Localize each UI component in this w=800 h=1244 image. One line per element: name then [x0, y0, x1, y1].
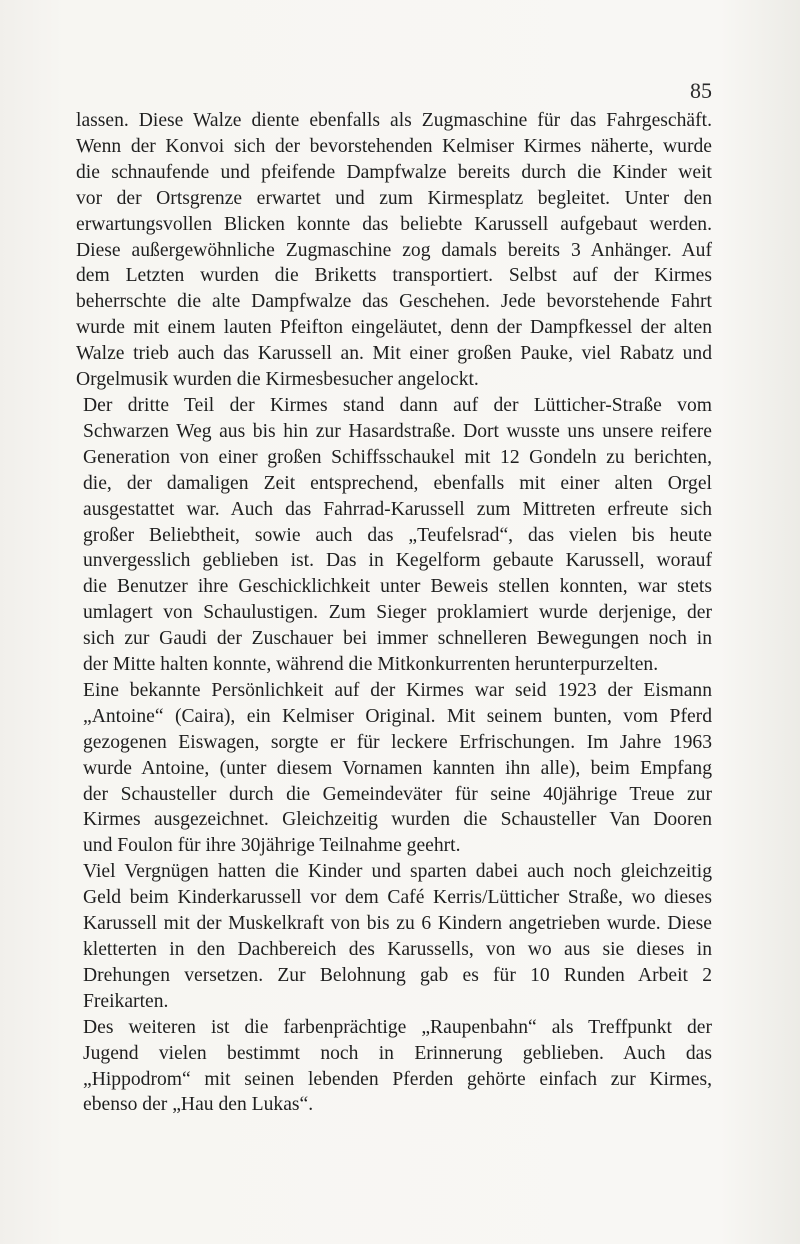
- text-line: sich zur Gaudi der Zuschauer bei immer schnelleren Bewegungen noch in: [83, 628, 712, 650]
- text-line: Der dritte Teil der Kirmes stand dann auf der Lütticher-Straße vom: [83, 394, 712, 416]
- text-line: ebenso der „Hau den Lukas“.: [83, 1094, 314, 1116]
- text-line: die schnaufende und pfeifende Dampfwalze bereits durch die Kinder weit: [76, 161, 712, 183]
- text-line: wurde mit einem lauten Pfeifton eingeläutet, denn der Dampfkessel der alten: [76, 317, 712, 339]
- text-line: Eine bekannte Persönlichkeit auf der Kirmes war seid 1923 der Eismann: [83, 679, 712, 701]
- page-number: 85: [690, 78, 712, 103]
- text-line: Diese außergewöhnliche Zugmaschine zog damals bereits 3 Anhänger. Auf: [76, 239, 712, 261]
- text-line: kletterten in den Dachbereich des Karussells, von wo aus sie dieses in: [83, 939, 712, 960]
- text-line: Drehungen versetzen. Zur Belohnung gab es für 10 Runden Arbeit 2: [83, 964, 712, 986]
- text-line: vor der Ortsgrenze erwartet und zum Kirmesplatz begleitet. Unter den: [76, 187, 712, 209]
- text-line: Karussell mit der Muskelkraft von bis zu 6 Kindern angetrieben wurde. Diese: [83, 913, 712, 935]
- text-line: Viel Vergnügen hatten die Kinder und sparten dabei auch noch gleichzeitig: [83, 861, 712, 883]
- text-line: der Mitte halten konnte, während die Mitkonkurrenten herunterpurzelten.: [83, 654, 659, 676]
- text-line: Jugend vielen bestimmt noch in Erinnerung geblieben. Auch das: [83, 1042, 712, 1064]
- paragraph: [76, 393, 712, 678]
- text-line: die Benutzer ihre Geschicklichkeit unter Beweis stellen konnten, war stets: [83, 576, 712, 598]
- text-line: die, der damaligen Zeit entsprechend, ebenfalls mit einer alten Orgel: [83, 472, 712, 494]
- text-line: beherrschte die alte Dampfwalze das Geschehen. Jede bevorstehende Fahrt: [76, 291, 712, 313]
- text-line: erwartungsvollen Blicken konnte das beliebte Karussell aufgebaut werden.: [76, 213, 712, 235]
- text-line: Geld beim Kinderkarussell vor dem Café Kerris/Lütticher Straße, wo dieses: [83, 887, 712, 909]
- text-line: der Schausteller durch die Gemeindeväter für seine 40jährige Treue zur: [83, 783, 712, 805]
- text-line: Des weiteren ist die farbenprächtige „Raupenbahn“ als Treffpunkt der: [83, 1016, 712, 1038]
- paragraph: [76, 859, 712, 1014]
- text-line: lassen. Diese Walze diente ebenfalls als Zugmaschine für das Fahrgeschäft.: [76, 110, 712, 131]
- text-line: „Antoine“ (Caira), ein Kelmiser Original. Mit seinem bunten, vom Pferd: [83, 705, 712, 727]
- text-line: gezogenen Eiswagen, sorgte er für leckere Erfrischungen. Im Jahre 1963: [83, 731, 712, 753]
- text-line: Wenn der Konvoi sich der bevorstehenden Kelmiser Kirmes näherte, wurde: [76, 135, 712, 157]
- paragraph: [76, 108, 712, 393]
- body-text: [76, 108, 712, 1118]
- text-line: großer Beliebtheit, sowie auch das „Teufelsrad“, das vielen bis heute: [83, 524, 712, 546]
- text-line: Freikarten.: [83, 990, 169, 1012]
- text-line: wurde Antoine, (unter diesem Vornamen kannten ihn alle), beim Empfang: [83, 757, 712, 779]
- text-line: Schwarzen Weg aus bis hin zur Hasardstraße. Dort wusste uns unsere reifere: [83, 420, 712, 442]
- text-line: Orgelmusik wurden die Kirmesbesucher angelockt.: [76, 369, 479, 391]
- paragraph: [76, 678, 712, 859]
- text-line: „Hippodrom“ mit seinen lebenden Pferden gehörte einfach zur Kirmes,: [83, 1068, 712, 1090]
- text-line: und Foulon für ihre 30jährige Teilnahme geehrt.: [83, 835, 461, 857]
- text-line: unvergesslich geblieben ist. Das in Kegelform gebaute Karussell, worauf: [83, 550, 712, 572]
- text-line: umlagert von Schaulustigen. Zum Sieger proklamiert wurde derjenige, der: [83, 602, 712, 624]
- paragraph: [76, 1015, 712, 1119]
- text-line: Kirmes ausgezeichnet. Gleichzeitig wurden die Schausteller Van Dooren: [83, 809, 712, 831]
- text-line: Walze trieb auch das Karussell an. Mit einer großen Pauke, viel Rabatz und: [76, 343, 712, 365]
- text-line: Generation von einer großen Schiffsschaukel mit 12 Gondeln zu berichten,: [83, 446, 712, 468]
- text-line: ausgestattet war. Auch das Fahrrad-Karussell zum Mittreten erfreute sich: [83, 498, 712, 520]
- text-line: dem Letzten wurden die Briketts transportiert. Selbst auf der Kirmes: [76, 265, 712, 287]
